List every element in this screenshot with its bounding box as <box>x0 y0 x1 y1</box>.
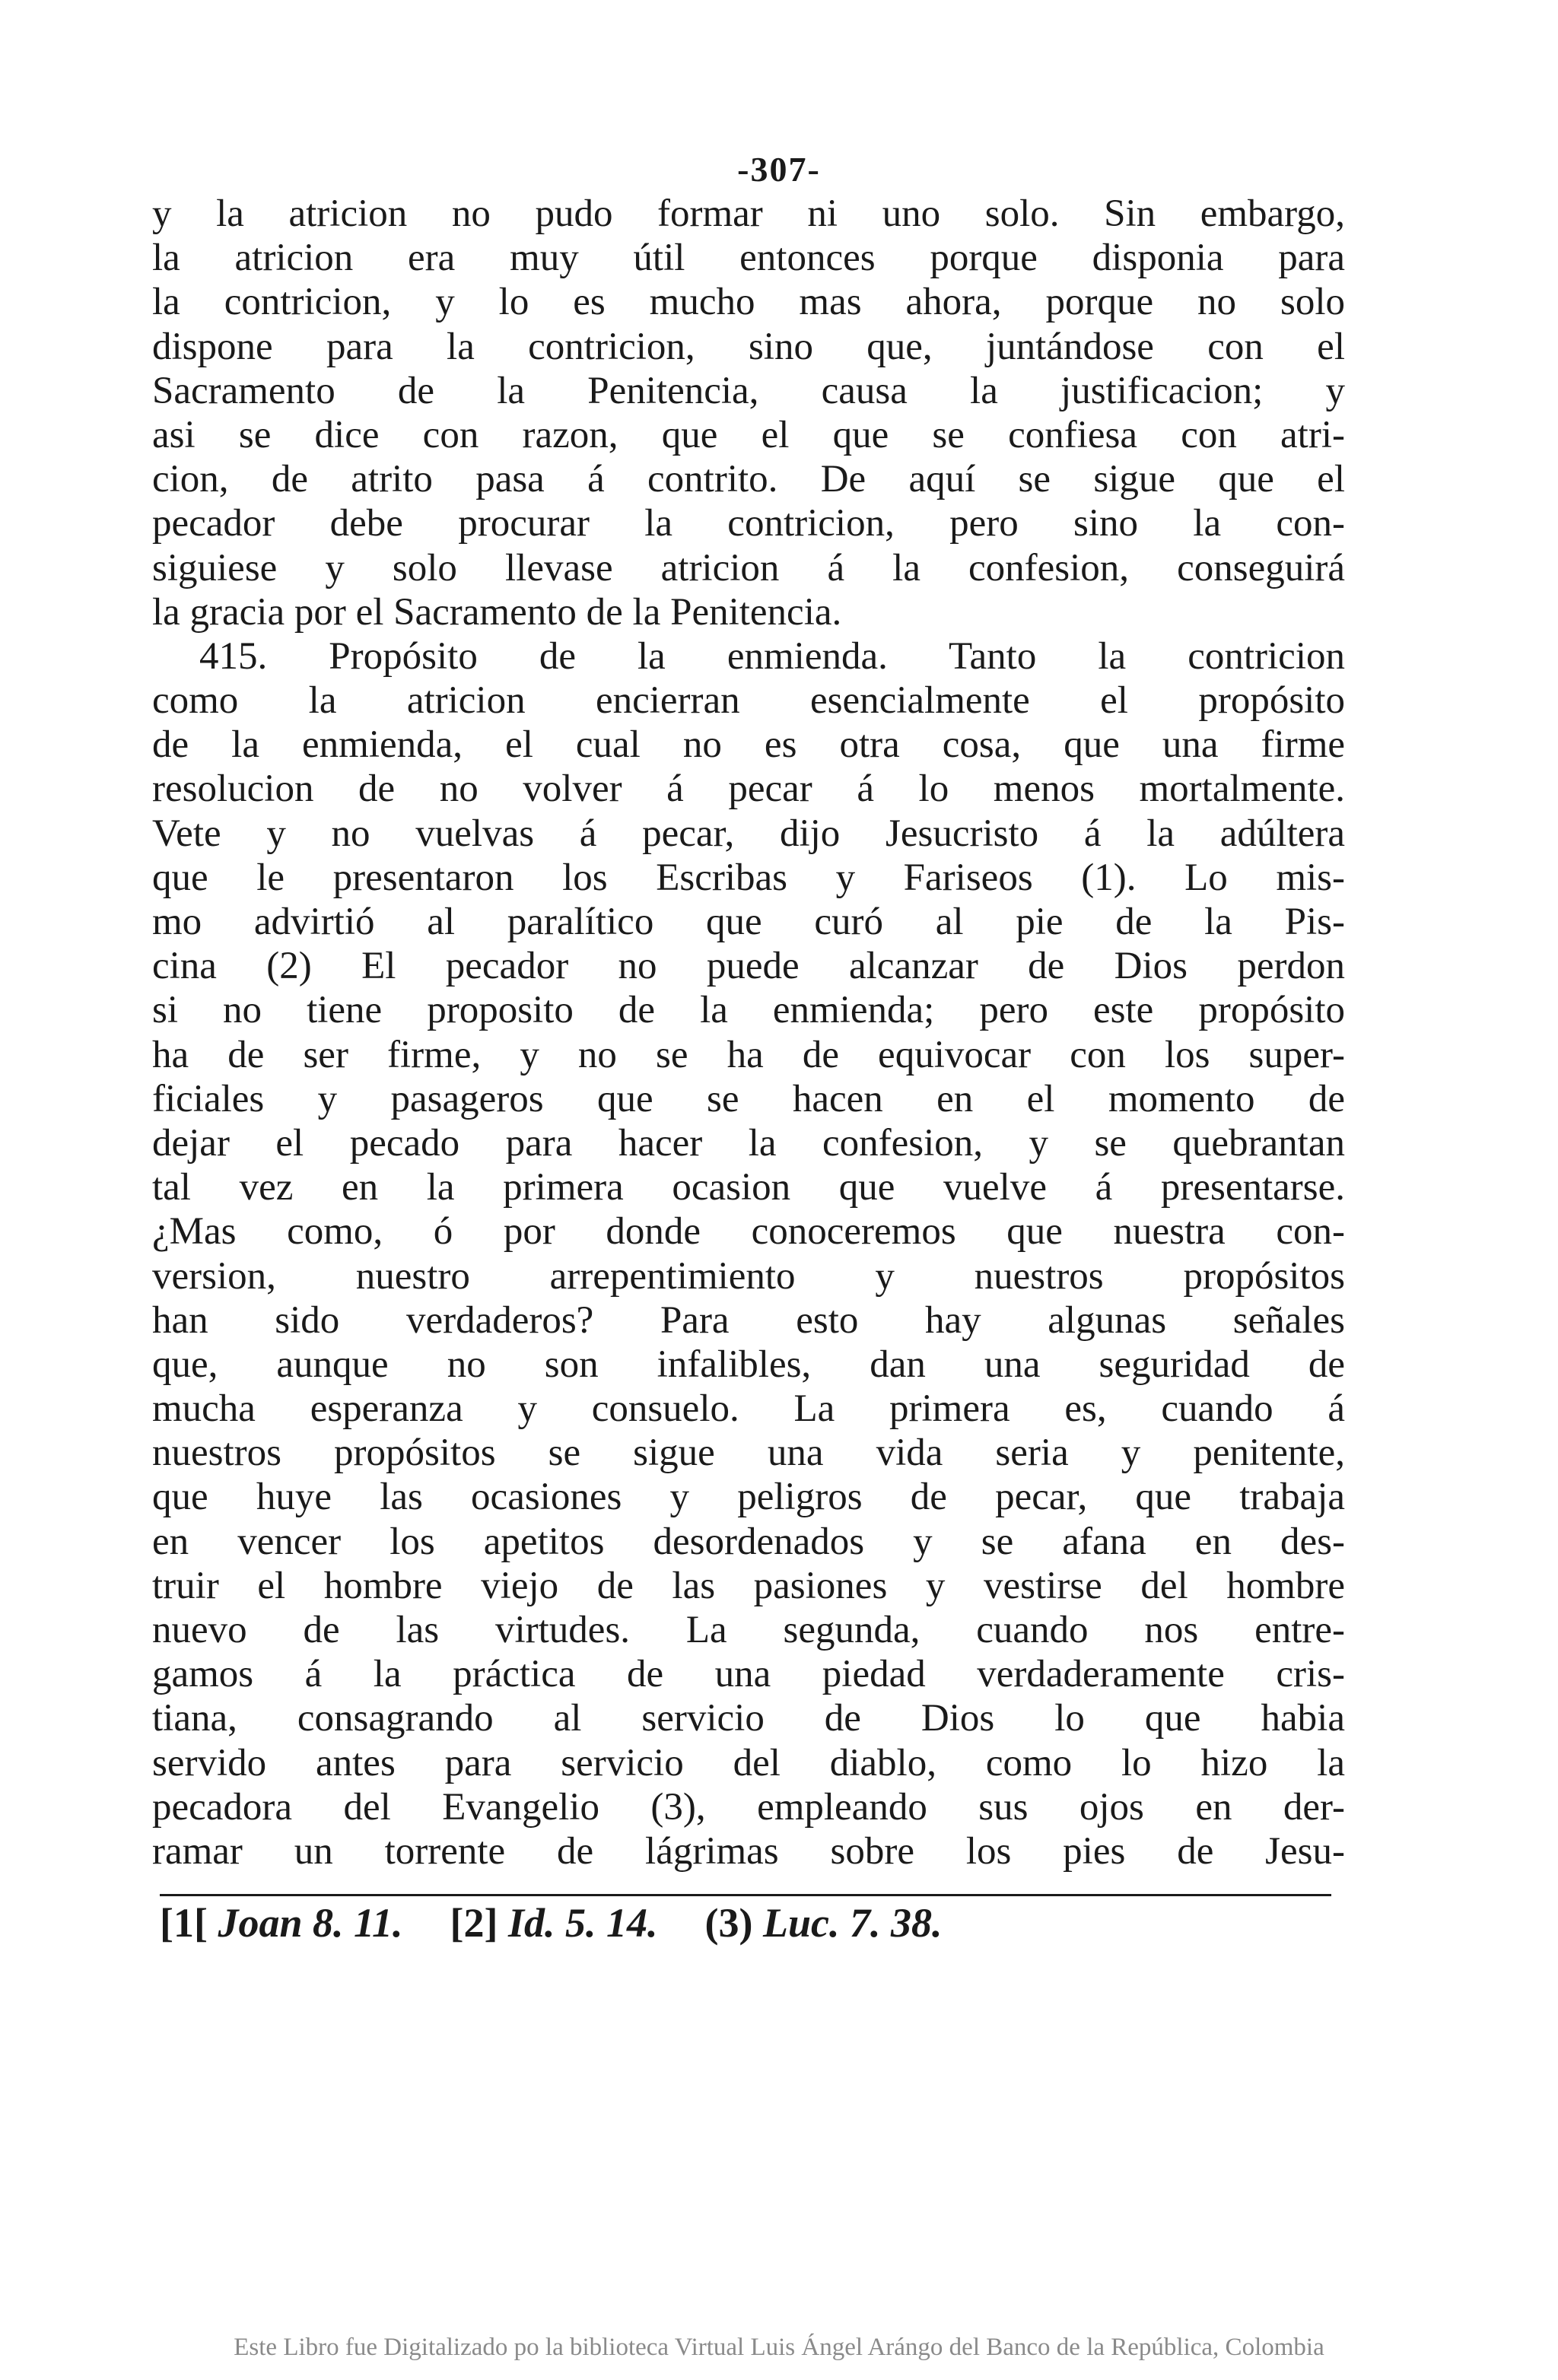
text-line: pecadora del Evangelio (3), empleando sus ojos en der- <box>152 1785 1345 1829</box>
footnote-2 <box>450 1896 658 1949</box>
text-line: como la atricion encierran esencialmente el propósito <box>152 679 1345 723</box>
text-line: que le presentaron los Escribas y Fariseos (1). Lo mis- <box>152 856 1345 899</box>
page-number: -307- <box>737 150 821 189</box>
text-line: tiana, consagrando al servicio de Dios lo que habia <box>152 1697 1345 1740</box>
text-line: la contricion, y lo es mucho mas ahora, porque no solo <box>152 281 1345 324</box>
text-line: truir el hombre viejo de las pasiones y vestirse del hombre <box>152 1564 1345 1607</box>
text-line: ramar un torrente de lágrimas sobre los pies de Jesu- <box>152 1829 1345 1873</box>
text-line: si no tiene proposito de la enmienda; pero este propósito <box>152 989 1345 1032</box>
text-line: que huye las ocasiones y peligros de pecar, que trabaja <box>152 1476 1345 1519</box>
text-line: pecador debe procurar la contricion, pero sino la con- <box>152 502 1345 545</box>
text-line: gamos á la práctica de una piedad verdaderamente cris- <box>152 1653 1345 1696</box>
text-line: de la enmienda, el cual no es otra cosa, que una firme <box>152 723 1345 767</box>
body-text <box>152 192 1345 1873</box>
footnote-marker: [2] <box>450 1900 498 1946</box>
section-heading-line: 415. Propósito de la enmienda. Tanto la contricion <box>199 634 1345 678</box>
text-line: version, nuestro arrepentimiento y nuestros propósitos <box>152 1254 1345 1298</box>
footnote-marker: [1[ <box>160 1900 208 1946</box>
text-line: ¿Mas como, ó por donde conoceremos que nuestra con- <box>152 1210 1345 1254</box>
text-line: nuevo de las virtudes. La segunda, cuando nos entre- <box>152 1609 1345 1651</box>
text-line: Vete y no vuelvas á pecar, dijo Jesucristo á la adúltera <box>152 812 1345 855</box>
footnote-reference: Id. 5. 14. <box>508 1900 658 1946</box>
footnote-1 <box>160 1896 403 1949</box>
text-line: ficiales y pasageros que se hacen en el momento de <box>152 1077 1345 1120</box>
footnote-reference: Joan 8. 11. <box>218 1900 403 1946</box>
text-line: han sido verdaderos? Para esto hay algunas señales <box>152 1298 1345 1342</box>
text-line: que, aunque no son infalibles, dan una seguridad de <box>152 1343 1345 1386</box>
text-line: asi se dice con razon, que el que se confiesa con atri- <box>152 413 1345 456</box>
text-line: mo advirtió al paralítico que curó al pie de la Pis- <box>152 901 1345 943</box>
text-line: y la atricion no pudo formar ni uno solo. Sin embargo, <box>152 192 1345 235</box>
text-line: dispone para la contricion, sino que, juntándose con el <box>152 325 1345 368</box>
text-line: la gracia por el Sacramento de la Penitencia. <box>152 590 842 634</box>
text-line: la atricion era muy útil entonces porque disponia para <box>152 237 1345 280</box>
text-line: servido antes para servicio del diablo, como lo hizo la <box>152 1741 1345 1784</box>
text-line: mucha esperanza y consuelo. La primera es, cuando á <box>152 1387 1345 1431</box>
footnote-3 <box>705 1896 943 1949</box>
text-line: resolucion de no volver á pecar á lo menos mortalmente. <box>152 767 1345 811</box>
footnote-reference: Luc. 7. 38. <box>762 1900 943 1946</box>
text-line: cina (2) El pecador no puede alcanzar de Dios perdon <box>152 945 1345 988</box>
text-line: ha de ser firme, y no se ha de equivocar con los super- <box>152 1033 1345 1076</box>
text-line: tal vez en la primera ocasion que vuelve á presentarse. <box>152 1166 1345 1209</box>
text-line: siguiese y solo llevase atricion á la confesion, conseguirá <box>152 546 1345 589</box>
text-line: cion, de atrito pasa á contrito. De aquí se sigue que el <box>152 458 1345 501</box>
text-line: en vencer los apetitos desordenados y se afana en des- <box>152 1520 1345 1563</box>
footnotes <box>160 1894 1331 1949</box>
text-line: nuestros propósitos se sigue una vida seria y penitente, <box>152 1431 1345 1475</box>
footnote-marker: (3) <box>704 1900 753 1946</box>
digitization-credit: Este Libro fue Digitalizado po la biblioteca Virtual Luis Ángel Arángo del Banco de la República, Colombia <box>234 2334 1324 2361</box>
text-line: Sacramento de la Penitencia, causa la justificacion; y <box>152 369 1345 412</box>
text-line: dejar el pecado para hacer la confesion, y se quebrantan <box>152 1121 1345 1165</box>
